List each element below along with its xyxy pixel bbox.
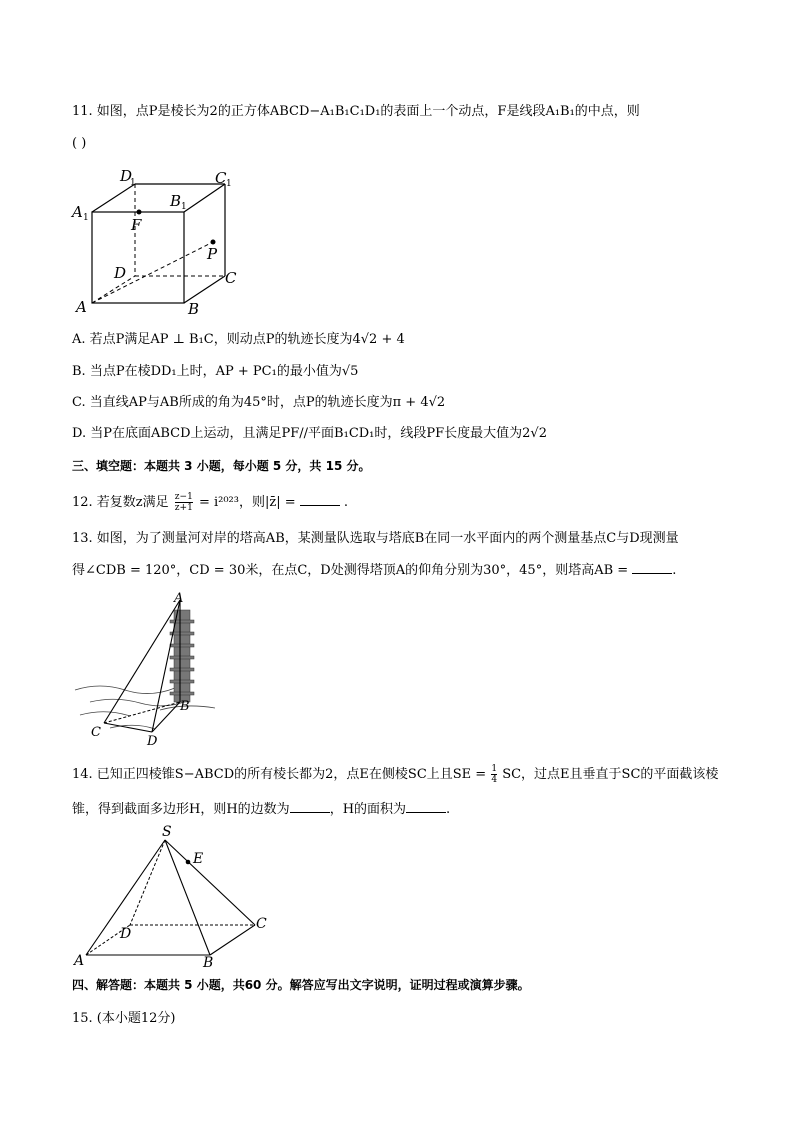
label-A: A: [76, 298, 87, 316]
svg-text:1: 1: [83, 213, 89, 223]
label-P: P: [207, 245, 218, 263]
q14-line1: 14. 已知正四棱锥S−ABCD的所有棱长都为2，点E在侧棱SC上且SE = $\frac{1}{4}$ SC，过点E且垂直于SC的平面截该棱: [72, 764, 719, 785]
label-A: A: [174, 591, 184, 606]
q11-stem-line2: ( ): [72, 136, 87, 151]
q13-line1: 13. 如图，为了测量河对岸的塔高AB，某测量队选取与塔底B在同一水平面内的两个测量基点C与D现测量: [72, 531, 679, 546]
section-3-heading: 三、填空题：本题共 3 小题，每小题 5 分，共 15 分。: [72, 459, 371, 473]
label-C1: C: [215, 169, 227, 187]
point-E: [186, 860, 191, 865]
q14-sides-blank[interactable]: [290, 800, 330, 813]
label-C: C: [256, 916, 267, 932]
label-S: S: [162, 824, 172, 840]
svg-text:1: 1: [130, 178, 136, 188]
q12-fraction: $\frac{z-1}{z+1}$: [174, 492, 193, 513]
label-D: D: [120, 926, 132, 942]
q11-stem-line1: 11. 如图，点P是棱长为2的正方体ABCD−A₁B₁C₁D₁的表面上一个动点，F是线段A₁B₁的中点，则: [72, 104, 640, 119]
q12-line: 12. 若复数z满足 $\frac{z-1}{z+1}$ = i²⁰²³，则|z̄| = .: [72, 492, 349, 513]
label-B: B: [203, 955, 214, 968]
q14-pyramid-figure: [70, 822, 280, 968]
label-D: D: [147, 734, 158, 749]
label-B: B: [188, 300, 200, 318]
q13-answer-blank[interactable]: [632, 561, 672, 574]
label-C: C: [91, 725, 101, 740]
label-A1: A: [72, 203, 83, 221]
q11-option-d: D. 当P在底面ABCD上运动，且满足PF//平面B₁CD₁时，线段PF长度最大值为2√2: [72, 426, 547, 441]
point-P: [211, 240, 216, 245]
q14-fraction: $\frac{1}{4}$: [491, 764, 498, 785]
q12-suffix: = i²⁰²³，则|z̄| =: [198, 495, 300, 510]
label-F: F: [131, 216, 142, 234]
svg-text:1: 1: [181, 202, 187, 212]
q13-line2: 得∠CDB = 120°，CD = 30米，在点C，D处测得塔顶A的仰角分别为30°，45°，则塔高AB = .: [72, 563, 677, 578]
q14-area-blank[interactable]: [406, 800, 446, 813]
label-D: D: [114, 264, 127, 282]
label-C: C: [225, 269, 237, 287]
q15-heading: 15. (本小题12分): [72, 1011, 176, 1026]
label-E: E: [193, 851, 204, 867]
svg-text:1: 1: [226, 179, 232, 189]
label-A: A: [74, 953, 85, 968]
point-F: [137, 210, 142, 215]
q11-option-c: C. 当直线AP与AB所成的角为45°时，点P的轨迹长度为π + 4√2: [72, 395, 446, 410]
q11-option-b: B. 当点P在棱DD₁上时，AP + PC₁的最小值为√5: [72, 364, 359, 379]
section-4-heading: 四、解答题：本题共 5 小题，共60 分。解答应写出文字说明，证明过程或演算步骤。: [72, 978, 530, 992]
q11-option-a: A. 若点P满足AP ⊥ B₁C，则动点P的轨迹长度为4√2 + 4: [72, 332, 405, 347]
q12-prefix: 12. 若复数z满足: [72, 495, 169, 510]
q14-line2: 锥，得到截面多边形H，则H的边数为 ，H的面积为 .: [72, 802, 451, 817]
q12-answer-blank[interactable]: [300, 493, 340, 506]
q13-tower-figure: [70, 590, 230, 750]
label-D1: D: [120, 167, 133, 185]
label-B1: B: [170, 192, 182, 210]
label-B: B: [180, 699, 190, 714]
q11-cube-figure: [70, 166, 250, 318]
